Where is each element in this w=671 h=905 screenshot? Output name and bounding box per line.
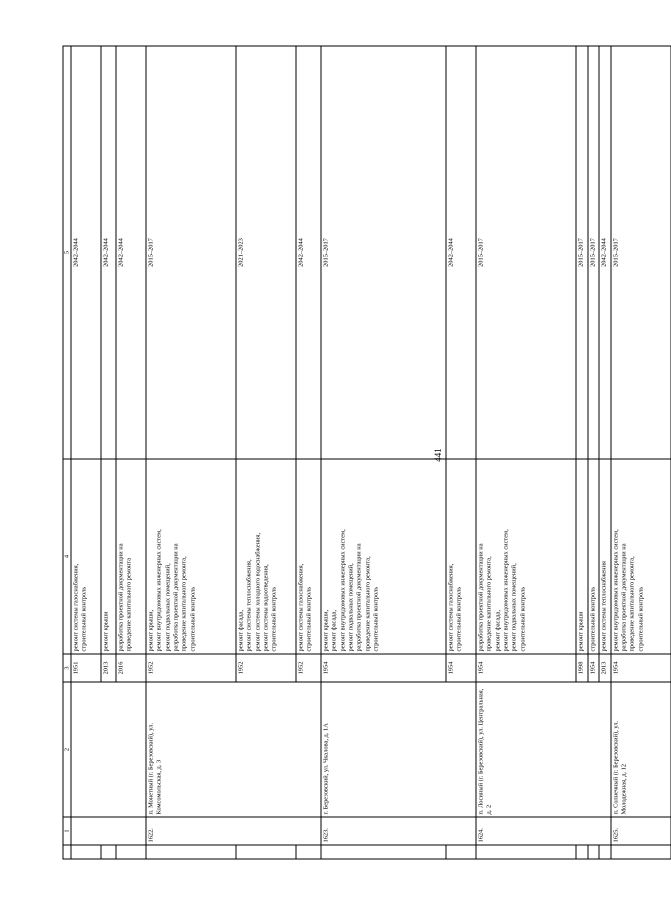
work-item: строительный контроль: [589, 586, 596, 652]
year-cell: 1954: [588, 654, 599, 682]
works-cell: [296, 459, 321, 654]
work-item: ремонт фасада,: [237, 610, 244, 652]
address-cell: [71, 682, 146, 817]
work-item: строительный контроль: [455, 586, 463, 652]
repair-schedule-table: [62, 46, 671, 860]
edge-cell: [296, 845, 321, 859]
work-item: проведение капитального ремонта,: [363, 556, 371, 652]
work-item: ремонт внутридомовых инженерных систем,: [155, 529, 163, 652]
period-cell: 2015–2017: [321, 46, 446, 459]
year-cell: 1952: [296, 654, 321, 682]
work-item: разработка проектной документации на: [355, 543, 363, 652]
edge-cell: [476, 845, 576, 859]
works-cell: [236, 459, 296, 654]
year-cell: 2016: [116, 654, 146, 682]
work-item: строительный контроль: [188, 586, 196, 652]
period-cell: 2042–2044: [446, 46, 476, 459]
period-cell: 2042–2044: [116, 46, 146, 459]
work-item: строительный контроль: [518, 586, 526, 652]
column-header-1: 1: [63, 817, 71, 845]
works-cell: [146, 459, 236, 654]
table-row: [610, 46, 670, 859]
row-number-cell: 1624.: [476, 817, 611, 845]
year-cell: 1998: [576, 654, 588, 682]
work-item: ремонт крыши,: [322, 609, 329, 652]
row-number-cell: 1622.: [146, 817, 321, 845]
edge-cell: [321, 845, 446, 859]
period-cell: 2042–2044: [599, 46, 610, 459]
work-item: ремонт системы холодного водоснабжения,: [253, 533, 261, 652]
table-row: [321, 46, 446, 859]
work-item: ремонт крыши: [102, 611, 109, 652]
work-item: разработка проектной документации на: [171, 543, 179, 652]
work-item: строительный контроль: [80, 586, 88, 652]
period-cell: 2015–2017: [610, 46, 670, 459]
works-cell: [116, 459, 146, 654]
year-cell: 2013: [101, 654, 116, 682]
work-item: ремонт подвальных помещений,: [163, 563, 171, 652]
works-cell: [446, 459, 476, 654]
column-header-5: 5: [63, 46, 71, 459]
work-item: проведение капитального ремонта: [125, 557, 133, 652]
work-item: ремонт подвальных помещений,: [510, 563, 518, 652]
year-cell: 2013: [599, 654, 610, 682]
work-item: ремонт внутридомовых инженерных систем,: [501, 529, 509, 652]
edge-cell: [446, 845, 476, 859]
year-cell: 1951: [71, 654, 101, 682]
work-item: разработка проектной документации на: [619, 543, 627, 652]
work-item: разработка проектной документации на: [477, 543, 484, 652]
period-cell: 2042–2044: [71, 46, 101, 459]
address-cell: п. Солнечный (г. Березовский), ул. Молодежная, д. 12: [610, 682, 670, 817]
work-item: разработка проектной документации на: [117, 543, 124, 652]
edge-cell: [63, 845, 71, 859]
column-header-3: 3: [63, 654, 71, 682]
edge-cell: [116, 845, 146, 859]
edge-cell: [146, 845, 236, 859]
period-cell: 2015–2017: [576, 46, 588, 459]
row-number-cell: 1623.: [321, 817, 476, 845]
edge-cell: [588, 845, 599, 859]
work-item: ремонт системы газоснабжения,: [297, 563, 304, 652]
work-item: ремонт фасада,: [330, 610, 338, 652]
address-cell: п. Монетный (г. Березовский), ул. Комсомольская, д. 3: [146, 682, 321, 817]
rotated-page: [62, 47, 644, 860]
period-cell: 2042–2044: [101, 46, 116, 459]
table-row: [146, 46, 236, 859]
works-cell: [576, 459, 588, 654]
year-cell: 1952: [236, 654, 296, 682]
works-cell: [599, 459, 610, 654]
year-cell: 1954: [610, 654, 670, 682]
row-number-cell: [71, 817, 146, 845]
work-item: строительный контроль: [305, 586, 313, 652]
works-cell: [101, 459, 116, 654]
work-item: ремонт фасада,: [493, 610, 501, 652]
work-item: проведение капитального ремонта,: [485, 556, 493, 652]
period-cell: 2015–2017: [588, 46, 599, 459]
edge-cell: [236, 845, 296, 859]
work-item: строительный контроль: [636, 586, 644, 652]
edge-cell: [576, 845, 588, 859]
edge-cell: [599, 845, 610, 859]
column-header-4: 4: [63, 459, 71, 654]
address-cell: г. Березовский, ул. Чкалова, д. 1А: [321, 682, 476, 817]
period-cell: 2021–2023: [236, 46, 296, 459]
work-item: ремонт системы газоснабжения,: [72, 563, 79, 652]
header-row: [63, 46, 71, 859]
year-cell: 1952: [146, 654, 236, 682]
row-number-cell: 1625.: [610, 817, 670, 845]
work-item: ремонт подвальных помещений,: [346, 563, 354, 652]
works-cell: [610, 459, 670, 654]
address-cell: п. Лосиный (г. Березовский), ул. Центральная, д. 2: [476, 682, 611, 817]
table-row: [476, 46, 576, 859]
period-cell: 2015–2017: [476, 46, 576, 459]
works-cell: [71, 459, 101, 654]
period-cell: 2015–2017: [146, 46, 236, 459]
work-item: ремонт крыши,: [147, 609, 154, 652]
work-item: проведение капитального ремонта,: [628, 556, 636, 652]
edge-cell: [610, 845, 670, 859]
work-item: ремонт системы теплоснабжения: [600, 561, 608, 652]
works-cell: [588, 459, 599, 654]
work-item: ремонт внутридомовых инженерных систем,: [338, 529, 346, 652]
column-header-2: 2: [63, 682, 71, 817]
edge-cell: [101, 845, 116, 859]
year-cell: 1954: [476, 654, 576, 682]
work-item: строительный контроль: [371, 586, 379, 652]
edge-cell: [71, 845, 101, 859]
period-cell: 2042–2044: [296, 46, 321, 459]
work-item: ремонт системы водоотведения,: [261, 564, 269, 652]
table-row: [71, 46, 101, 859]
table-body: [63, 46, 671, 859]
work-item: ремонт системы теплоснабжения,: [245, 559, 253, 652]
works-cell: [476, 459, 576, 654]
year-cell: 1954: [321, 654, 446, 682]
year-cell: 1954: [446, 654, 476, 682]
work-item: ремонт внутридомовых инженерных систем,: [611, 529, 619, 652]
work-item: ремонт системы газоснабжения,: [447, 563, 454, 652]
work-item: проведение капитального ремонта,: [180, 556, 188, 652]
work-item: строительный контроль: [270, 586, 278, 652]
page-number: 441: [433, 448, 443, 462]
works-cell: [321, 459, 446, 654]
work-item: ремонт крыши: [577, 611, 584, 652]
